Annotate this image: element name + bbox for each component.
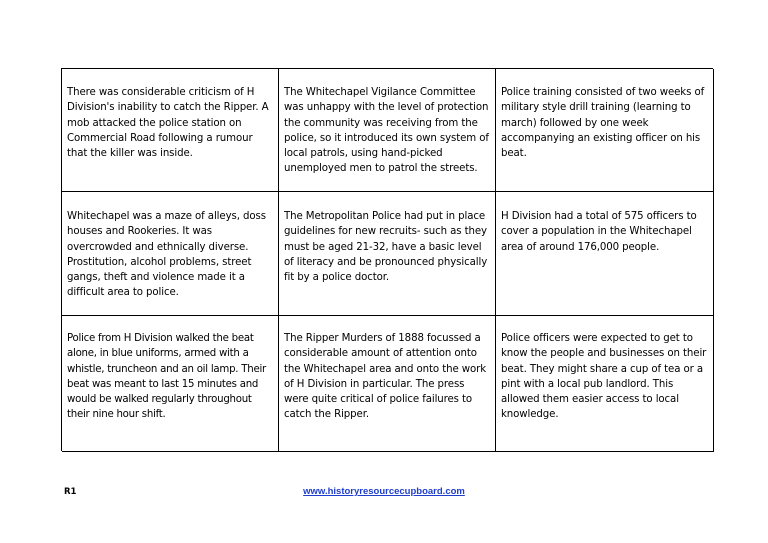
card-vigilance-committee: The Whitechapel Vigilance Committee was unhappy with the level of protection the community was receiving from the police, so it introduced its own system of local patrols, using hand-picked unemployed men to patrol the streets. (279, 69, 496, 192)
card-grid (61, 68, 713, 451)
card-walking-the-beat: Police from H Division walked the beat alone, in blue uniforms, armed with a whistle, truncheon and an oil lamp. Their beat was meant to last 15 minutes and would be walked regularly throughout their nine hour shift. (62, 316, 279, 452)
card-recruit-guidelines: The Metropolitan Police had put in place guidelines for new recruits- such as they must be aged 21-32, have a basic level of literacy and be pronounced physically fit by a police doctor. (279, 192, 496, 316)
card-officer-numbers: H Division had a total of 575 officers to cover a population in the Whitechapel area of around 176,000 people. (496, 192, 714, 316)
card-h-division-criticism: There was considerable criticism of H Division's inability to catch the Ripper. A mob attacked the police station on Commercial Road following a rumour that the killer was inside. (62, 69, 279, 192)
card-whitechapel-maze: Whitechapel was a maze of alleys, doss houses and Rookeries. It was overcrowded and ethnically diverse. Prostitution, alcohol problems, street gangs, theft and violence made it a difficult area to police. (62, 192, 279, 316)
page-code: R1 (64, 487, 77, 497)
card-community-knowledge: Police officers were expected to get to know the people and businesses on their beat. They might share a cup of tea or a pint with a local pub landlord. This allowed them easier access to local knowledge. (496, 316, 714, 452)
card-police-training: Police training consisted of two weeks of military style drill training (learning to march) followed by one week accompanying an existing officer on his beat. (496, 69, 714, 192)
website-link[interactable]: www.historyresourcecupboard.com (303, 486, 465, 497)
card-ripper-murders: The Ripper Murders of 1888 focussed a considerable amount of attention onto the Whitechapel area and onto the work of H Division in particular. The press were quite critical of police failures to catch the Ripper. (279, 316, 496, 452)
